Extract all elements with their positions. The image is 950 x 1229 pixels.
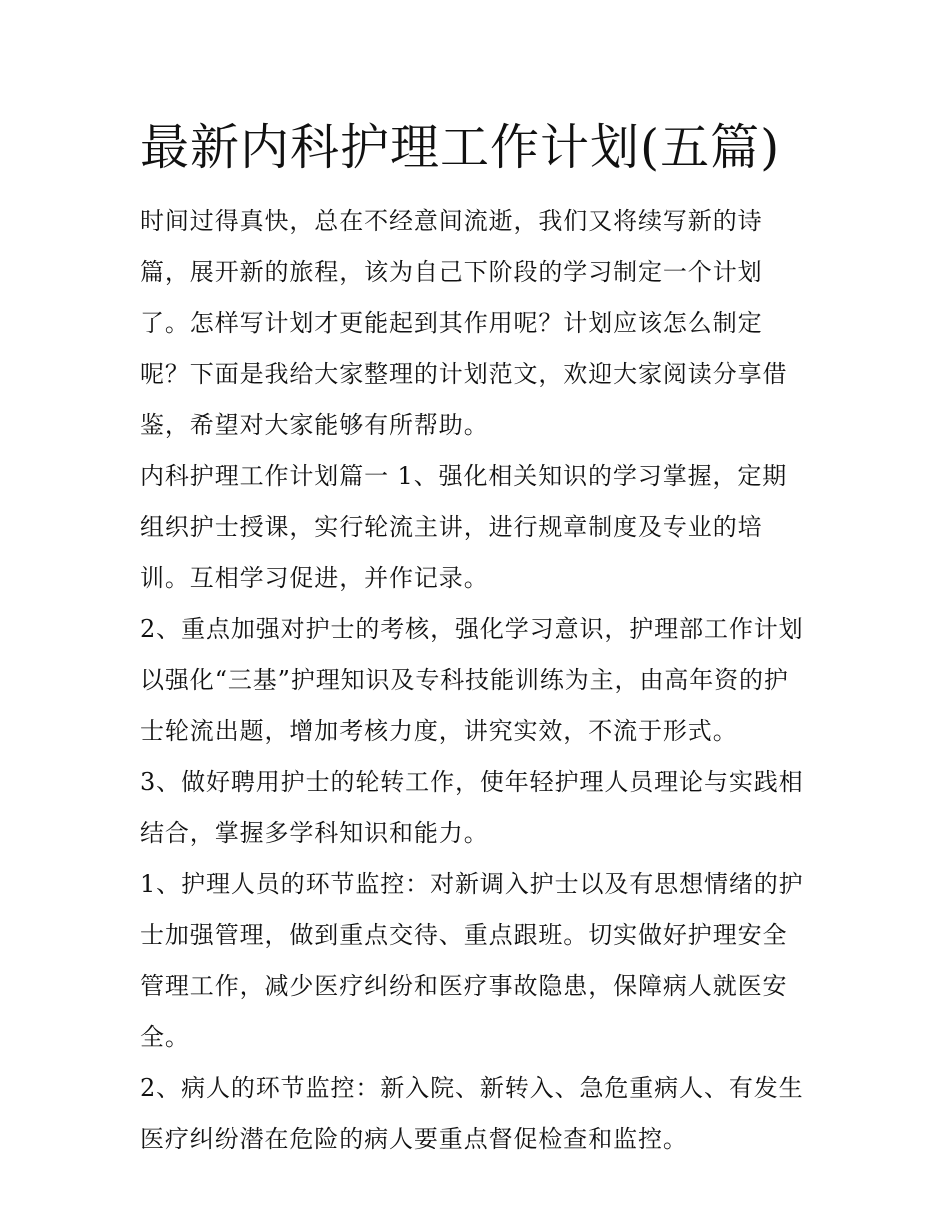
paragraph-item-1-staff-monitoring: 1、护理人员的环节监控：对新调入护士以及有思想情绪的护士加强管理，做到重点交待、重点跟班。切实做好护理安全管理工作，减少医疗纠纷和医疗事故隐患，保障病人就医安全。	[140, 870, 804, 1051]
document-body	[140, 196, 812, 1165]
paragraph-item-2-assessment: 2、重点加强对护士的考核，强化学习意识，护理部工作计划以强化“三基”护理知识及专科技能训练为主，由高年资的护士轮流出题，增加考核力度，讲究实效，不流于形式。	[140, 615, 804, 745]
paragraph-item-2-patient-monitoring: 2、病人的环节监控：新入院、新转入、急危重病人、有发生医疗纠纷潜在危险的病人要重点督促检查和监控。	[140, 1074, 804, 1153]
document-title: 最新内科护理工作计划(五篇)	[140, 119, 781, 176]
paragraph-intro: 时间过得真快，总在不经意间流逝，我们又将续写新的诗篇，展开新的旅程，该为自己下阶段的学习制定一个计划了。怎样写计划才更能起到其作用呢？计划应该怎么制定呢？下面是我给大家整理的计划范文，欢迎大家阅读分享借鉴，希望对大家能够有所帮助。	[140, 207, 788, 439]
paragraph-item-3-rotation: 3、做好聘用护士的轮转工作，使年轻护理人员理论与实践相结合，掌握多学科知识和能力。	[140, 768, 804, 847]
paragraph-section-one: 内科护理工作计划篇一 1、强化相关知识的学习掌握，定期组织护士授课，实行轮流主讲，进行规章制度及专业的培训。互相学习促进，并作记录。	[140, 462, 788, 592]
